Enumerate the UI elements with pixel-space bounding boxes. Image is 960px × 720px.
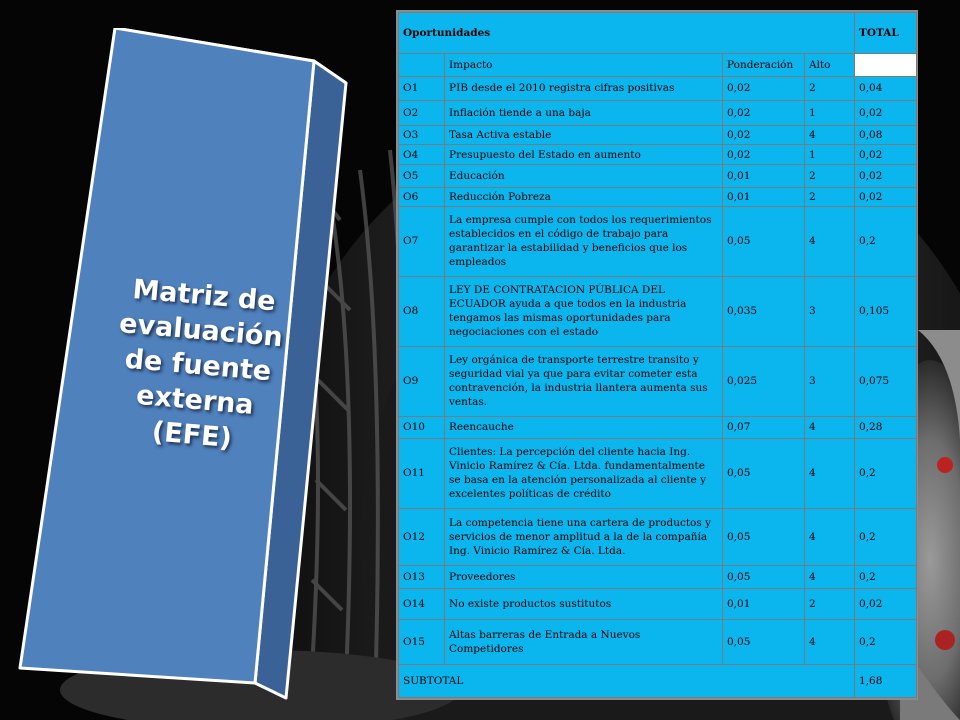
subtotal-row xyxy=(399,664,917,697)
table-row xyxy=(399,346,917,416)
row-alto-cell: 4 xyxy=(805,566,855,589)
table-row xyxy=(399,508,917,566)
row-total-cell: 0,105 xyxy=(855,276,917,346)
row-impacto-cell: No existe productos sustitutos xyxy=(445,588,723,619)
row-impacto-cell: Reencauche xyxy=(445,416,723,439)
row-total-cell: 0,2 xyxy=(855,439,917,509)
row-code-cell: O13 xyxy=(399,566,445,589)
row-code-cell: O7 xyxy=(399,207,445,277)
table-row xyxy=(399,145,917,165)
table-row xyxy=(399,101,917,126)
row-code-cell: O9 xyxy=(399,346,445,416)
row-alto-cell: 4 xyxy=(805,207,855,277)
row-ponderacion-cell: 0,05 xyxy=(723,619,805,664)
row-code-cell: O8 xyxy=(399,276,445,346)
row-alto-cell: 4 xyxy=(805,125,855,145)
row-impacto-cell: Educación xyxy=(445,164,723,187)
row-code-cell: O10 xyxy=(399,416,445,439)
ponderacion-column-header: Ponderación xyxy=(723,54,805,77)
slide-title-line: (EFE) xyxy=(150,416,234,455)
table-row xyxy=(399,276,917,346)
total-header-cell: TOTAL xyxy=(855,13,917,54)
row-alto-cell: 1 xyxy=(805,101,855,126)
row-impacto-cell: Reducción Pobreza xyxy=(445,187,723,207)
row-impacto-cell: La empresa cumple con todos los requerimientos establecidos en el código de trabajo para garantizar la estabilidad y beneficios que los empleados xyxy=(445,207,723,277)
slide-title xyxy=(71,268,325,463)
row-ponderacion-cell: 0,01 xyxy=(723,164,805,187)
subtotal-total-cell: 1,68 xyxy=(855,664,917,697)
row-code-cell: O6 xyxy=(399,187,445,207)
table-row xyxy=(399,76,917,101)
subtotal-label-cell: SUBTOTAL xyxy=(399,664,855,697)
row-ponderacion-cell: 0,035 xyxy=(723,276,805,346)
row-alto-cell: 2 xyxy=(805,588,855,619)
row-total-cell: 0,08 xyxy=(855,125,917,145)
row-impacto-cell: Presupuesto del Estado en aumento xyxy=(445,145,723,165)
row-total-cell: 0,02 xyxy=(855,187,917,207)
row-code-cell: O3 xyxy=(399,125,445,145)
slide-title-line: externa xyxy=(134,379,255,421)
row-impacto-cell: Inflación tiende a una baja xyxy=(445,101,723,126)
row-ponderacion-cell: 0,05 xyxy=(723,207,805,277)
slide-title-line: de fuente xyxy=(123,343,273,388)
row-total-cell: 0,02 xyxy=(855,164,917,187)
table-row xyxy=(399,125,917,145)
row-total-cell: 0,28 xyxy=(855,416,917,439)
row-code-cell: O11 xyxy=(399,439,445,509)
table-column-header-row xyxy=(399,54,917,77)
row-alto-cell: 3 xyxy=(805,276,855,346)
row-impacto-cell: Proveedores xyxy=(445,566,723,589)
code-column-header xyxy=(399,54,445,77)
row-alto-cell: 4 xyxy=(805,416,855,439)
row-ponderacion-cell: 0,05 xyxy=(723,439,805,509)
row-total-cell: 0,04 xyxy=(855,76,917,101)
row-code-cell: O1 xyxy=(399,76,445,101)
row-ponderacion-cell: 0,05 xyxy=(723,566,805,589)
efe-table-container xyxy=(396,10,918,700)
row-impacto-cell: PIB desde el 2010 registra cifras positivas xyxy=(445,76,723,101)
table-header-row xyxy=(399,13,917,54)
row-code-cell: O15 xyxy=(399,619,445,664)
table-row xyxy=(399,416,917,439)
row-alto-cell: 4 xyxy=(805,619,855,664)
table-row xyxy=(399,566,917,589)
row-code-cell: O4 xyxy=(399,145,445,165)
row-total-cell: 0,2 xyxy=(855,619,917,664)
row-code-cell: O14 xyxy=(399,588,445,619)
row-code-cell: O12 xyxy=(399,508,445,566)
row-total-cell: 0,2 xyxy=(855,207,917,277)
row-total-cell: 0,075 xyxy=(855,346,917,416)
row-total-cell: 0,2 xyxy=(855,566,917,589)
row-total-cell: 0,02 xyxy=(855,101,917,126)
title-panel xyxy=(18,28,348,708)
row-impacto-cell: Altas barreras de Entrada a Nuevos Competidores xyxy=(445,619,723,664)
row-alto-cell: 2 xyxy=(805,187,855,207)
slide-title-line: evaluación xyxy=(118,308,285,354)
row-ponderacion-cell: 0,02 xyxy=(723,125,805,145)
row-alto-cell: 4 xyxy=(805,439,855,509)
table-row xyxy=(399,207,917,277)
row-impacto-cell: LEY DE CONTRATACION PÚBLICA DEL ECUADOR ayuda a que todos en la industria tengamos las mismas oportunidades para negociaciones con el estado xyxy=(445,276,723,346)
row-impacto-cell: La competencia tiene una cartera de productos y servicios de menor amplitud a la de la compañía Ing. Vinicio Ramírez & Cía. Ltda. xyxy=(445,508,723,566)
row-ponderacion-cell: 0,05 xyxy=(723,508,805,566)
row-alto-cell: 4 xyxy=(805,508,855,566)
row-ponderacion-cell: 0,07 xyxy=(723,416,805,439)
row-alto-cell: 1 xyxy=(805,145,855,165)
row-ponderacion-cell: 0,02 xyxy=(723,101,805,126)
impacto-column-header: Impacto xyxy=(445,54,723,77)
row-code-cell: O5 xyxy=(399,164,445,187)
row-total-cell: 0,2 xyxy=(855,508,917,566)
table-row xyxy=(399,164,917,187)
efe-table xyxy=(398,12,917,698)
row-impacto-cell: Tasa Activa estable xyxy=(445,125,723,145)
row-ponderacion-cell: 0,01 xyxy=(723,187,805,207)
slide-title-line: Matriz de xyxy=(131,274,277,318)
row-alto-cell: 2 xyxy=(805,76,855,101)
table-row xyxy=(399,588,917,619)
row-alto-cell: 3 xyxy=(805,346,855,416)
row-total-cell: 0,02 xyxy=(855,145,917,165)
row-ponderacion-cell: 0,01 xyxy=(723,588,805,619)
row-ponderacion-cell: 0,02 xyxy=(723,145,805,165)
row-alto-cell: 2 xyxy=(805,164,855,187)
table-row xyxy=(399,187,917,207)
total-column-header xyxy=(855,54,917,77)
alto-column-header: Alto xyxy=(805,54,855,77)
row-impacto-cell: Ley orgánica de transporte terrestre transito y seguridad vial ya que para evitar cometer esta contravención, la industria llantera aumenta sus ventas. xyxy=(445,346,723,416)
row-ponderacion-cell: 0,025 xyxy=(723,346,805,416)
section-header-cell: Oportunidades xyxy=(399,13,855,54)
row-code-cell: O2 xyxy=(399,101,445,126)
row-impacto-cell: Clientes: La percepción del cliente hacia Ing. Vinicio Ramírez & Cía. Ltda. fundamentalmente se basa en la atención personalizada al cliente y excelentes políticas de crédito xyxy=(445,439,723,509)
row-ponderacion-cell: 0,02 xyxy=(723,76,805,101)
table-row xyxy=(399,619,917,664)
table-row xyxy=(399,439,917,509)
row-total-cell: 0,02 xyxy=(855,588,917,619)
